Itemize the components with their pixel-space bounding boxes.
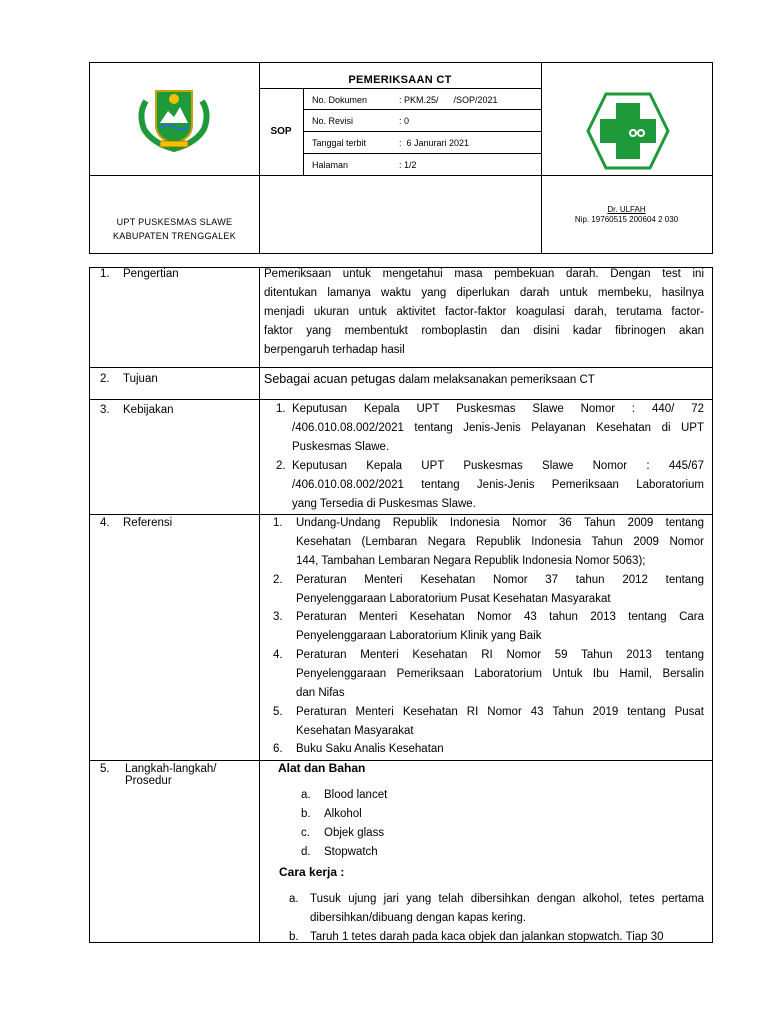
referensi-item: Undang-Undang Republik Indonesia Nomor 36 Tahun 2009 tentang Kesehatan (Lembaran Negara Republik Indonesia Tahun 2009 Nomor 144, Tambahan Lembaran Negara Republik Indonesia Nomor 5063); bbox=[296, 517, 704, 567]
row-number-tujuan: 2. bbox=[100, 373, 110, 385]
signer-name: Dr. ULFAH bbox=[607, 205, 646, 214]
referensi-item: Peraturan Menteri Kesehatan Nomor 43 tahun 2013 tentang Cara Penyelenggaraan Laboratorium Klinik yang Baik bbox=[296, 611, 704, 642]
meta-label-revisi: No. Revisi bbox=[312, 116, 354, 126]
row-label-kebijakan: Kebijakan bbox=[123, 404, 174, 416]
cara-item-number: a. bbox=[289, 893, 299, 905]
meta-value-tanggal: : 6 Janurari 2021 bbox=[399, 138, 470, 148]
referensi-item-number: 4. bbox=[273, 649, 283, 661]
row-label-referensi: Referensi bbox=[123, 517, 173, 529]
alat-item: Blood lancet bbox=[324, 789, 388, 801]
referensi-item-number: 2. bbox=[273, 574, 283, 586]
row-number-kebijakan: 3. bbox=[100, 404, 110, 416]
alat-item: Objek glass bbox=[324, 827, 385, 839]
meta-label-dokumen: No. Dokumen bbox=[312, 95, 368, 105]
org-name-line1: UPT PUSKESMAS SLAWE bbox=[116, 217, 233, 227]
kebijakan-item: Keputusan Kepala UPT Puskesmas Slawe Nomor : 445/67 /406.010.08.002/2021 tentang Jenis-Jenis Pemeriksaan Laboratorium yang Tersedia di Puskesmas Slawe. bbox=[292, 460, 704, 510]
kebijakan-item: Keputusan Kepala UPT Puskesmas Slawe Nomor : 440/ 72 /406.010.08.002/2021 tentang Jenis-Jenis Pelayanan Kesehatan di UPT Puskesmas Slawe. bbox=[292, 403, 704, 453]
alat-item-number: d. bbox=[301, 846, 311, 858]
cara-heading: Cara kerja : bbox=[279, 865, 345, 879]
alat-item: Stopwatch bbox=[324, 846, 378, 858]
row-label-prosedur-1: Langkah-langkah/ bbox=[125, 763, 217, 775]
referensi-item-number: 6. bbox=[273, 743, 283, 755]
referensi-item-number: 1. bbox=[273, 517, 283, 529]
alat-item: Alkohol bbox=[324, 808, 362, 820]
row-label-prosedur-2: Prosedur bbox=[125, 775, 172, 787]
kabupaten-emblem-icon bbox=[134, 83, 214, 153]
referensi-item: Peraturan Menteri Kesehatan Nomor 37 tahun 2012 tentang Penyelenggaraan Laboratorium Pusat Kesehatan Masyarakat bbox=[296, 574, 704, 605]
meta-value-revisi: : 0 bbox=[399, 116, 410, 126]
cara-item: Taruh 1 tetes darah pada kaca objek dan jalankan stopwatch. Tiap 30 bbox=[310, 931, 664, 943]
signer-nip: Nip. 19760515 200604 2 030 bbox=[574, 215, 679, 224]
alat-item-number: b. bbox=[301, 808, 311, 820]
meta-label-tanggal: Tanggal terbit bbox=[312, 138, 367, 148]
kebijakan-item-number: 2. bbox=[276, 460, 286, 472]
sop-label: SOP bbox=[270, 126, 292, 137]
pengertian-text: Pemeriksaan untuk mengetahui masa pembekuan darah. Dengan test ini ditentukan lamanya waktu yang diperlukan darah untuk membeku, hasilnya menjadi ukuran untuk aktivitet factor-faktor koagulasi darah, terutama factor- faktor yang membentukt romboplastin dan disini kadar fibrinogen akan berpengaruh terhadap hasil bbox=[264, 268, 704, 356]
puskesmas-logo-icon bbox=[586, 92, 670, 170]
tujuan-text: Sebagai acuan petugas dalam melaksanakan pemeriksaan CT bbox=[264, 372, 595, 386]
document-title: PEMERIKSAAN CT bbox=[348, 74, 452, 86]
referensi-item: Peraturan Menteri Kesehatan RI Nomor 43 Tahun 2019 tentang Pusat Kesehatan Masyarakat bbox=[296, 706, 704, 737]
alat-item-number: a. bbox=[301, 789, 311, 801]
row-label-pengertian: Pengertian bbox=[123, 268, 179, 280]
meta-label-halaman: Halaman bbox=[312, 160, 349, 170]
org-name-line2: KABUPATEN TRENGGALEK bbox=[112, 231, 237, 241]
referensi-item-number: 3. bbox=[273, 611, 283, 623]
sop-header bbox=[89, 62, 713, 254]
referensi-item: Peraturan Menteri Kesehatan RI Nomor 59 Tahun 2013 tentang Penyelenggaraan Pemeriksaan Laboratorium Untuk Ibu Hamil, Bersalin dan Nifas bbox=[296, 649, 704, 699]
row-number-prosedur: 5. bbox=[100, 763, 110, 775]
row-number-referensi: 4. bbox=[100, 517, 110, 529]
meta-value-halaman: : 1/2 bbox=[399, 160, 417, 170]
meta-value-dokumen: : PKM.25/ /SOP/2021 bbox=[399, 95, 498, 105]
alat-item-number: c. bbox=[301, 827, 310, 839]
kebijakan-item-number: 1. bbox=[276, 403, 286, 415]
row-number-pengertian: 1. bbox=[100, 268, 110, 280]
referensi-item-number: 5. bbox=[273, 706, 283, 718]
referensi-item: Buku Saku Analis Kesehatan bbox=[296, 743, 444, 755]
cara-item: Tusuk ujung jari yang telah dibersihkan dengan alkohol, tetes pertama dibersihkan/dibuang dengan kapas kering. bbox=[310, 893, 704, 924]
row-label-tujuan: Tujuan bbox=[123, 373, 158, 385]
alat-heading: Alat dan Bahan bbox=[278, 761, 366, 775]
cara-item-number: b. bbox=[289, 931, 299, 943]
